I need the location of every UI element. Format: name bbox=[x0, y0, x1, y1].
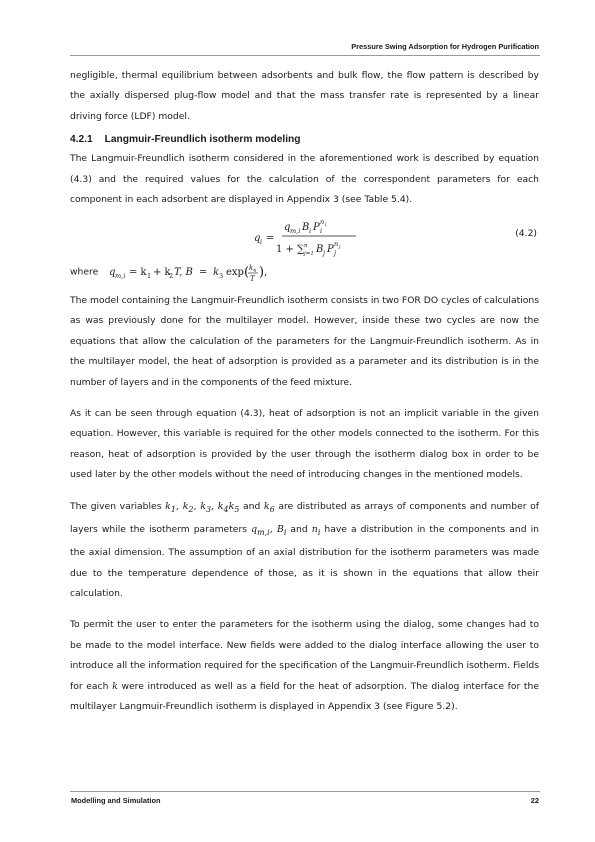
svg-text:=: = bbox=[266, 233, 275, 245]
text-run: and bbox=[239, 500, 264, 512]
text-run: The given variables bbox=[70, 500, 166, 512]
where-clause bbox=[70, 260, 539, 285]
svg-text:m,i: m,i bbox=[115, 272, 126, 281]
svg-text:+ k: + k bbox=[153, 267, 171, 279]
svg-text:= k: = k bbox=[129, 267, 147, 279]
svg-text:i: i bbox=[320, 227, 323, 236]
svg-text:q: q bbox=[109, 267, 116, 279]
paragraph-model-cycles: The model containing the Langmuir-Freundlich isotherm consists in two FOR DO cycles of calculations as was previously done for the multilayer model. However, inside these two cycles are now the equations that allow the calculation of the parameters for the Langmuir-Freundlich isotherm. As in the multilayer model, the heat of adsorption is provided as a parameter and its distribution is in the number of layers and in the components of the feed mixture. bbox=[70, 294, 539, 388]
math-ni: $n_i$ bbox=[311, 523, 321, 537]
svg-text:n: n bbox=[334, 240, 339, 249]
svg-text:1 + ∑: 1 + ∑ bbox=[276, 244, 305, 256]
svg-text:i: i bbox=[309, 227, 312, 236]
paragraph-continuation: negligible, thermal equilibrium between adsorbents and bulk flow, the flow pattern is described by the axially dispersed plug-flow model and that the mass transfer rate is represented by a linear driving force (LDF) model. bbox=[70, 70, 539, 122]
page-body bbox=[70, 66, 539, 717]
svg-text:j: j bbox=[323, 249, 326, 258]
svg-text:i: i bbox=[325, 222, 327, 229]
page-number: 22 bbox=[530, 796, 539, 805]
paragraph-heat-adsorption: As it can be seen through equation (4.3), heat of adsorption is not an implicit variable in the given equation. However, this variable is required for the other models connected to the isotherm. For this reason, heat of adsorption is provided by the user through the isotherm dialog box in order to be used later by the other models without the need of introducing changes in the mentioned models. bbox=[70, 407, 539, 481]
svg-text:j: j bbox=[334, 249, 337, 258]
svg-text:2: 2 bbox=[169, 272, 174, 281]
svg-text:n: n bbox=[320, 218, 325, 227]
svg-text:=: = bbox=[199, 267, 208, 279]
svg-text:k: k bbox=[213, 267, 220, 279]
svg-text:): ) bbox=[259, 265, 265, 281]
paragraph-dialog-interface bbox=[70, 615, 539, 717]
text-run: and bbox=[286, 523, 312, 535]
paragraph-isotherm-intro: The Langmuir-Freundlich isotherm considered in the aforementioned work is described by equation (4.3) and the required values for the calculation of the correspondent parameters for each component in each adsorbent are displayed in Appendix 3 (see Table 5.4). bbox=[70, 153, 539, 206]
math-qm-b: $q_{m,i}$, $B_i$ bbox=[251, 523, 287, 537]
equation-number: (4.2) bbox=[515, 228, 537, 240]
svg-text:n: n bbox=[304, 243, 308, 250]
footer-chapter: Modelling and Simulation bbox=[71, 796, 161, 805]
svg-text:P: P bbox=[313, 222, 320, 234]
svg-text:i: i bbox=[260, 238, 263, 247]
section-number: 4.2.1 bbox=[70, 134, 93, 146]
svg-text:B: B bbox=[316, 244, 324, 256]
svg-text:3: 3 bbox=[219, 272, 224, 281]
where-label: where bbox=[70, 266, 99, 278]
text-run: are distributed as arrays of components and number of layers while the isotherm parameters bbox=[70, 500, 540, 535]
svg-text:T, B: T, B bbox=[174, 267, 194, 279]
svg-text:(: ( bbox=[244, 265, 250, 281]
svg-text:,: , bbox=[264, 267, 268, 279]
math-k6: $k_6$ bbox=[263, 500, 275, 514]
svg-text:k: k bbox=[249, 264, 254, 273]
svg-text:j=1: j=1 bbox=[304, 251, 314, 258]
svg-text:j: j bbox=[339, 244, 341, 251]
text-run: To permit the user to enter the parameters for the isotherm using the dialog, some changes had to be made to the model interface. New fields were added to the dialog interface allowing the user to introduce all the information required for the specification of the Langmuir-Freundlich isotherm. Fields for each bbox=[70, 619, 539, 692]
svg-text:B: B bbox=[302, 222, 310, 234]
running-header: Pressure Swing Adsorption for Hydrogen Purification bbox=[351, 42, 539, 51]
math-k: k bbox=[112, 680, 118, 692]
svg-text:1: 1 bbox=[147, 272, 152, 281]
svg-text:exp: exp bbox=[226, 267, 245, 279]
section-heading bbox=[70, 134, 539, 145]
text-run: have a distribution in the components and in the axial dimension. The assumption of an axial distribution for the isotherm parameters was made due to the temperature dependence of those, as it is shown in the equations that allow their calculation. bbox=[70, 523, 539, 599]
svg-text:m,i: m,i bbox=[290, 227, 301, 236]
svg-text:4: 4 bbox=[253, 268, 257, 275]
math-k-list: $k_1$, $k_2$, $k_3$, $k_4k_5$ bbox=[165, 500, 240, 514]
svg-text:P: P bbox=[327, 244, 334, 256]
equation-formula bbox=[254, 216, 444, 258]
svg-text:T: T bbox=[250, 275, 255, 284]
text-run: were introduced as well as a field for the heat of adsorption. The dialog interface for the multilayer Langmuir-Freundlich isotherm is displayed in Appendix 3 (see Figure 5.2). bbox=[70, 680, 539, 713]
header-rule bbox=[70, 55, 540, 56]
svg-text:q: q bbox=[254, 233, 261, 245]
footer-rule bbox=[70, 791, 540, 792]
svg-text:q: q bbox=[284, 222, 291, 234]
equation-block bbox=[70, 214, 539, 258]
paragraph-variables bbox=[70, 497, 539, 605]
where-formula bbox=[101, 260, 431, 284]
section-title: Langmuir-Freundlich isotherm modeling bbox=[104, 134, 301, 146]
